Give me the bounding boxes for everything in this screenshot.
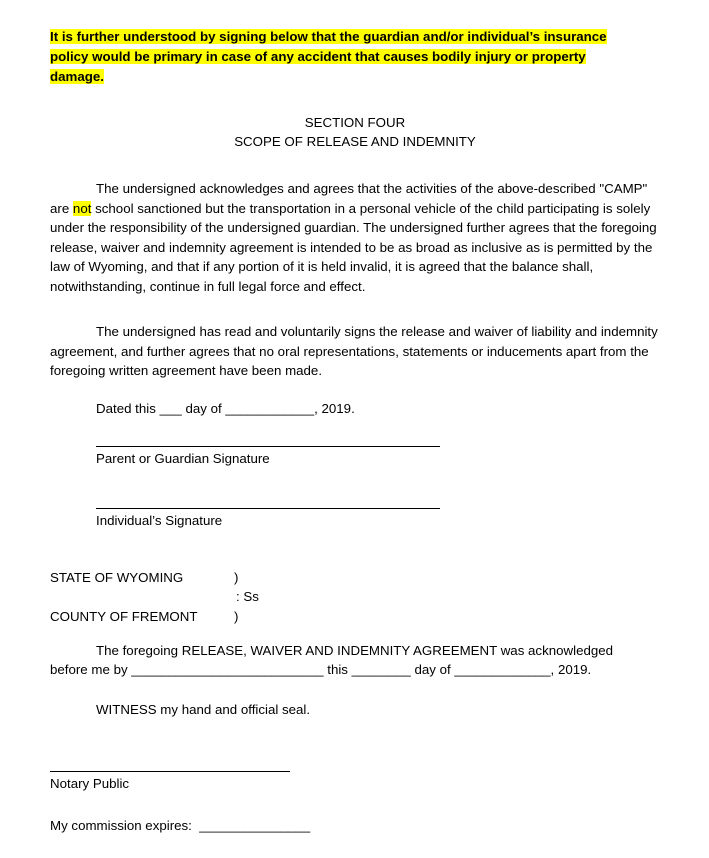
venue-paren-top: ) [234, 569, 239, 585]
section-heading [50, 113, 660, 151]
section-number: SECTION FOUR [304, 115, 406, 130]
venue-state: STATE OF WYOMING [50, 569, 184, 585]
release-paragraph-text-a: The undersigned acknowledges and agrees that the activities of the above-described "CAMP" are [50, 181, 648, 216]
individual-signature-line[interactable] [96, 508, 440, 509]
insurance-notice-line-3: damage. [50, 69, 104, 84]
venue-block [50, 568, 660, 626]
venue-ss: : Ss [236, 588, 259, 604]
release-paragraph-text-b: school sanctioned but the transportation in a personal vehicle of the child participating is solely under the responsibility of the undersigned guardian. The undersigned further agrees that the foregoing release, waiver and indemnity agreement is intended to be as broad as inclusive as is permitted by the law of Wyoming, and that if any portion of it is held invalid, it is agreed that the balance shall, notwithstanding, continue in full legal force and effect. [50, 200, 657, 294]
witness-statement: WITNESS my hand and official seal. [96, 701, 311, 717]
release-paragraph [50, 179, 660, 296]
voluntary-signing-paragraph [50, 322, 660, 381]
insurance-notice [50, 27, 660, 87]
document-page [50, 27, 660, 835]
individual-signature-label: Individual’s Signature [96, 512, 223, 528]
insurance-notice-line-1: It is further understood by signing below that the guardian and/or individual’s insurance [50, 29, 607, 44]
commission-expires: My commission expires: _______________ [50, 817, 311, 833]
section-title: SCOPE OF RELEASE AND INDEMNITY [234, 134, 476, 149]
highlighted-word-not: not [72, 200, 92, 216]
dated-line: Dated this ___ day of ____________, 2019. [96, 400, 355, 416]
insurance-notice-line-2: policy would be primary in case of any accident that causes bodily injury or property [50, 49, 586, 64]
acknowledgment-paragraph [50, 641, 660, 680]
voluntary-signing-text: The undersigned has read and voluntarily signs the release and waiver of liability and indemnity agreement, and further agrees that no oral representations, statements or inducements apart from the foregoing written agreement have been made. [50, 324, 658, 378]
parent-signature-line[interactable] [96, 446, 440, 447]
venue-county: COUNTY OF FREMONT [50, 608, 198, 624]
notary-label: Notary Public [50, 775, 130, 791]
notary-signature-line[interactable] [50, 771, 290, 772]
acknowledgment-line-2: before me by __________________________ this ________ day of _____________, 2019. [50, 662, 592, 677]
parent-signature-label: Parent or Guardian Signature [96, 450, 270, 466]
acknowledgment-line-1: The foregoing RELEASE, WAIVER AND INDEMNITY AGREEMENT was acknowledged [96, 642, 614, 658]
venue-paren-bottom: ) [234, 608, 239, 624]
